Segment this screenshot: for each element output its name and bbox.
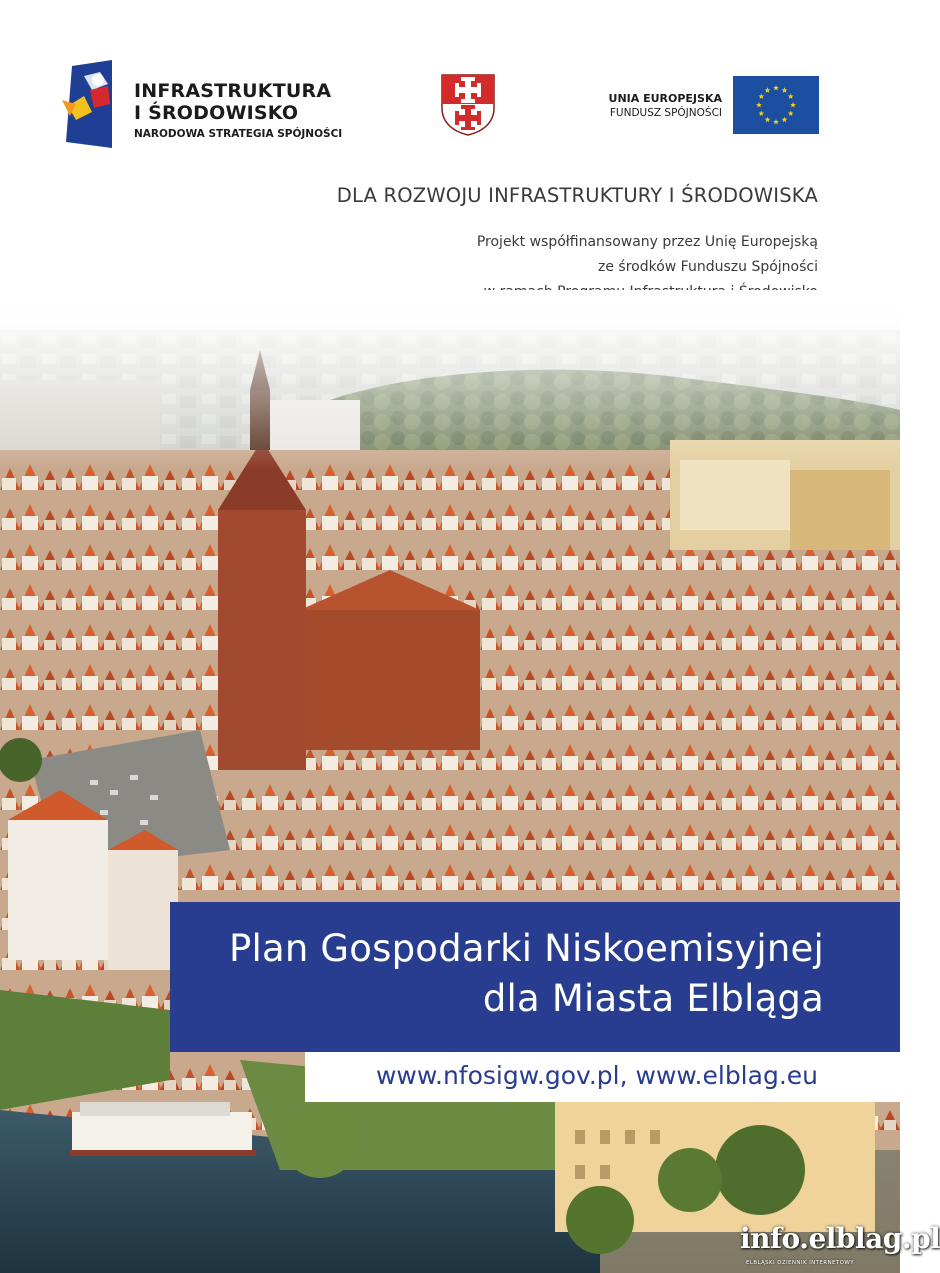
infrastruktura-logo — [62, 58, 352, 153]
aerial-city-photo — [0, 290, 940, 1273]
watermark-sub: ELBLĄSKI DZIENNIK INTERNETOWY — [746, 1260, 854, 1266]
watermark-main: info.elblag.pl — [740, 1222, 940, 1255]
tagline: DLA ROZWOJU INFRASTRUKTURY I ŚRODOWISKA — [336, 184, 818, 207]
logo-is-line3: NARODOWA STRATEGIA SPÓJNOŚCI — [134, 128, 343, 140]
title-line-2: dla Miasta Elbląga — [482, 977, 824, 1020]
logo-is-line1: INFRASTRUKTURA — [134, 80, 332, 102]
watermark-logo — [740, 1222, 940, 1270]
url-box — [305, 1052, 900, 1102]
title-box — [170, 902, 900, 1052]
eu-label-line2: FUNDUSZ SPÓJNOŚCI — [609, 107, 722, 119]
eu-label-line1: UNIA EUROPEJSKA — [608, 92, 722, 105]
infrastruktura-logo-mark-icon — [62, 60, 116, 148]
eu-flag-icon — [733, 76, 819, 134]
logo-is-line2: I ŚRODOWISKO — [134, 102, 299, 124]
project-line-2: ze środków Funduszu Spójności — [598, 259, 818, 275]
website-urls: www.nfosigw.gov.pl, www.elblag.eu — [375, 1061, 818, 1090]
title-line-1: Plan Gospodarki Niskoemisyjnej — [228, 927, 824, 970]
eu-fund-label — [560, 92, 722, 119]
project-line-1: Projekt współfinansowany przez Unię Europejską — [476, 234, 818, 250]
elblag-coat-of-arms-icon — [441, 74, 495, 136]
